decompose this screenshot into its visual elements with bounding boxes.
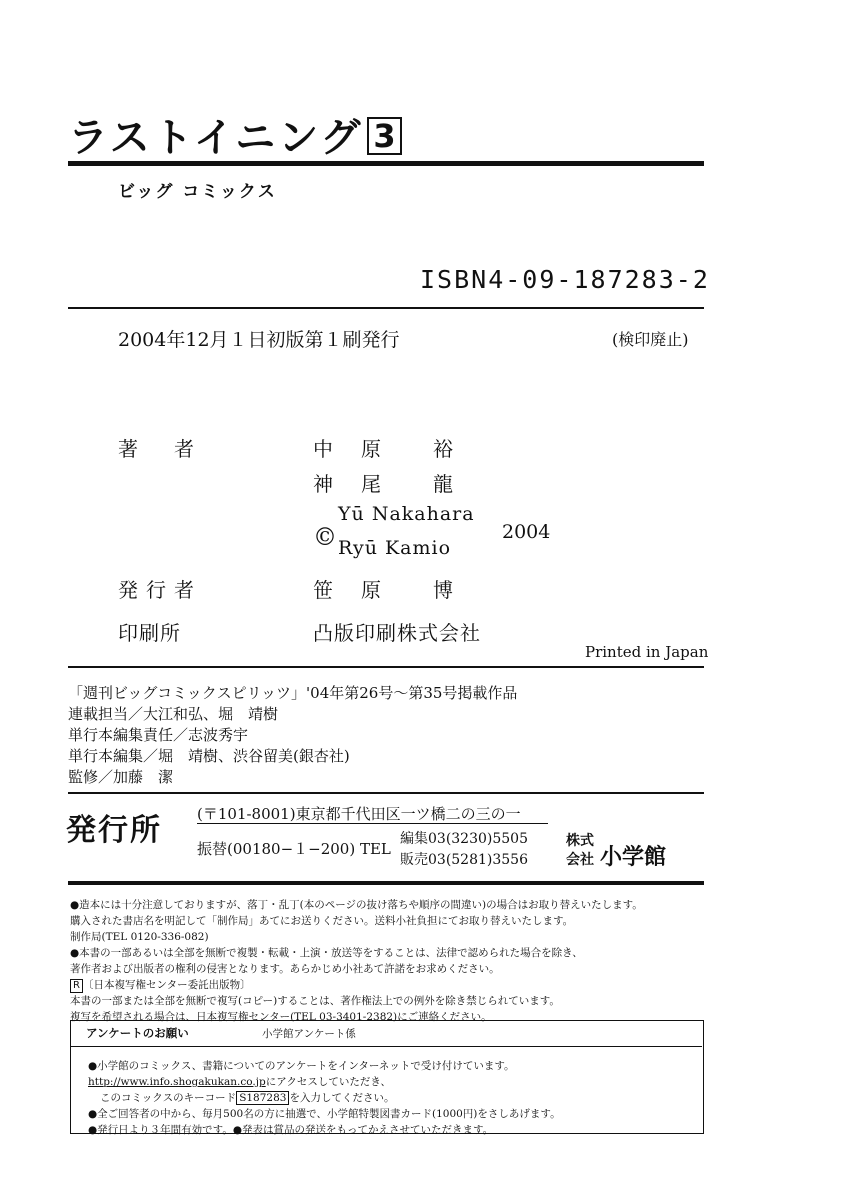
printed-in: Printed in Japan (585, 643, 709, 661)
title-rule (68, 161, 704, 166)
survey-line-2-text: にアクセスしていただき、 (265, 1076, 391, 1088)
transfer-account: 振替(00180−１−200) TEL (197, 840, 391, 858)
tel-editorial: 編集03(3230)5505 (400, 831, 528, 847)
publisher-name: 小学館 (600, 845, 667, 870)
note-line-6 (70, 977, 251, 993)
notes-rule-top (68, 881, 704, 885)
tel-sales: 販売03(5281)3556 (400, 852, 528, 868)
survey-line-4: ●全ご回答者の中から、毎月500名の方に抽選で、小学館特製図書カード(1000円)をさしあげます。 (88, 1108, 561, 1120)
survey-line-3-pre: このコミックスのキーコード (100, 1092, 237, 1104)
survey-title: アンケートのお願い (86, 1026, 189, 1040)
staff-line-4: 単行本編集／堀 靖樹、渋谷留美(銀杏社) (68, 747, 350, 765)
copyright-year: 2004 (502, 521, 551, 543)
survey-line-5: ●発行日より３年間有効です。●発表は賞品の発送をもってかえさせていただきます。 (88, 1124, 494, 1136)
copyright-symbol: © (313, 523, 337, 551)
note-line-7: 本書の一部または全部を無断で複写(コピー)することは、著作権法上での例外を除き禁じられています。 (70, 995, 560, 1007)
issuer-label: 発行者 (118, 578, 202, 602)
survey-line-3 (88, 1090, 394, 1105)
survey-line-2 (88, 1074, 391, 1089)
author-1: 中 原 裕 (313, 437, 457, 461)
staff-line-5: 監修／加藤 潔 (68, 768, 174, 786)
author-2: 神 尾 龍 (313, 472, 457, 496)
book-title (68, 106, 402, 163)
copyright-name-1: Yū Nakahara (338, 503, 475, 525)
printer-name: 凸版印刷株式会社 (313, 621, 481, 645)
staff-line-3: 単行本編集責任／志波秀宇 (68, 726, 249, 744)
survey-url-link[interactable]: http://www.info.shogakukan.co.jp (88, 1076, 266, 1088)
isbn-rule (68, 307, 704, 309)
publisher-rule-top (68, 792, 704, 794)
corp-label-2: 会社 (566, 852, 594, 868)
survey-line-3-post: を入力してください。 (289, 1092, 395, 1104)
survey-department: 小学館アンケート係 (262, 1028, 356, 1040)
publication-date: 2004年12月１日初版第１刷発行 (118, 329, 400, 351)
volume-number: 3 (367, 117, 401, 155)
author-label: 著 者 (118, 437, 202, 461)
seal-note: (検印廃止) (612, 330, 689, 349)
note-line-1: ●造本には十分注意しておりますが、落丁・乱丁(本のページの抜け落ちや順序の間違い)の場合はお取り替えいたします。 (70, 899, 643, 911)
survey-divider (70, 1046, 702, 1047)
copyright-name-2: Ryū Kamio (338, 537, 452, 559)
key-code: S187283 (236, 1091, 289, 1105)
note-line-8: 複写を希望される場合は、日本複写権センター(TEL 03-3401-2382)にご連絡ください。 (70, 1011, 492, 1023)
note-line-6-text: 〔日本複写権センター委託出版物〕 (83, 979, 251, 991)
book-title-text: ラストイニング (68, 115, 364, 161)
publisher-heading: 発行所 (66, 813, 162, 848)
address-underline (197, 823, 548, 824)
staff-line-2: 連載担当／大江和弘、堀 靖樹 (68, 705, 279, 723)
corp-label-1: 株式 (566, 833, 594, 849)
staff-line-1: 「週刊ビッグコミックスピリッツ」'04年第26号〜第35号掲載作品 (68, 684, 518, 702)
issuer-name: 笹 原 博 (313, 578, 457, 602)
note-line-4: ●本書の一部あるいは全部を無断で複製・転載・上演・放送等をすることは、法律で認められた場合を除き、 (70, 947, 583, 959)
publisher-address: (〒101-8001)東京都千代田区一ツ橋二の三の一 (197, 805, 521, 823)
registered-r-icon: R (70, 979, 83, 993)
imprint-label: ビッグ コミックス (118, 182, 277, 202)
staff-rule-top (68, 666, 704, 668)
note-line-3: 制作局(TEL 0120-336-082) (70, 931, 209, 943)
isbn: ISBN4-09-187283-2 (420, 265, 710, 294)
note-line-2: 購入された書店名を明記して「制作局」あてにお送りください。送料小社負担にてお取り替えいたします。 (70, 915, 574, 927)
survey-line-1: ●小学館のコミックス、書籍についてのアンケートをインターネットで受け付けています。 (88, 1060, 515, 1072)
note-line-5: 著作者および出版者の権利の侵害となります。あらかじめ小社あて許諾をお求めください。 (70, 963, 500, 975)
printer-label: 印刷所 (118, 621, 181, 645)
